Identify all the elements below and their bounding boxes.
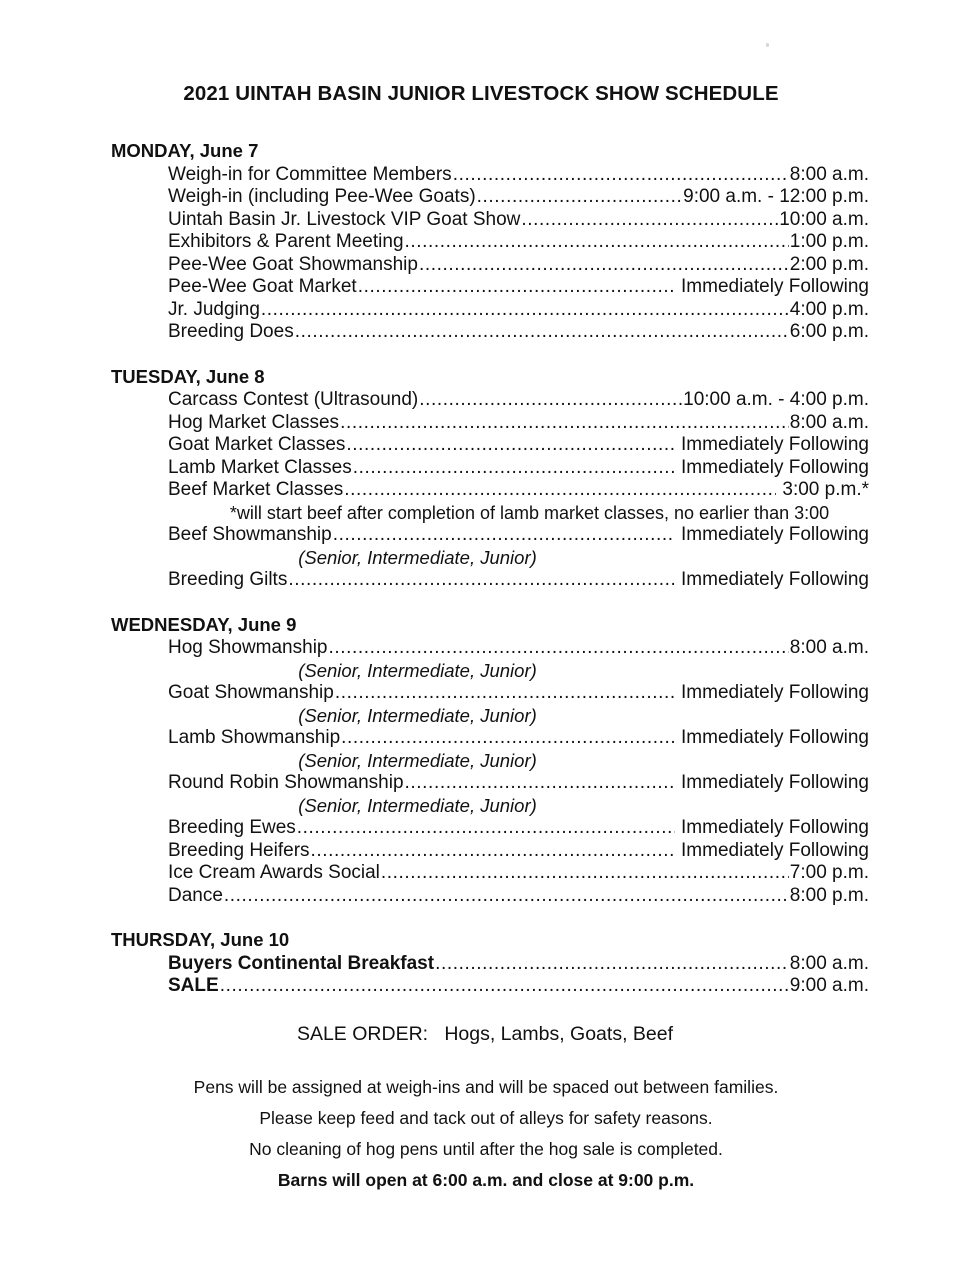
day-entries [168,164,869,344]
scan-artifact-speck [766,43,769,47]
day-block [111,140,869,344]
entry-time: 1:00 p.m. [789,231,869,252]
dot-leader [341,728,675,747]
entry-label: Weigh-in for Committee Members [168,163,452,185]
schedule-entry-row [168,772,869,795]
schedule-entry-row [168,457,869,480]
footer-note-line: Pens will be assigned at weigh-ins and will be spaced out between families. [193,1077,779,1097]
entry-label: SALE [168,975,219,996]
schedule-entry-row [168,186,869,209]
schedule-entry-row [168,389,869,412]
schedule-entry-row [168,276,869,299]
entry-label: Breeding Heifers [168,839,310,861]
day-heading: MONDAY, June 7 [111,140,259,161]
entry-label: Hog Showmanship [168,637,328,658]
page-title: 2021 UINTAH BASIN JUNIOR LIVESTOCK SHOW SCHEDULE [183,82,779,105]
dot-leader [477,187,682,206]
day-block [111,614,869,908]
entry-label: Round Robin Showmanship [168,772,404,793]
schedule-entry-row [168,840,869,863]
schedule-entry-row [168,164,869,187]
entry-label: Breeding Does [168,321,294,342]
entry-label: Lamb Market Classes [168,456,352,478]
entry-time: Immediately Following [681,839,869,861]
entry-time: Immediately Following [681,682,869,703]
entry-subnote: (Senior, Intermediate, Junior) [298,749,537,771]
dot-leader [435,954,789,973]
dot-leader [340,413,789,432]
footer-note-line: Please keep feed and tack out of alleys for safety reasons. [259,1108,713,1128]
entry-footnote: *will start beef after completion of lamb market classes, no earlier than 3:00 [229,502,830,523]
entry-time: 9:00 a.m. [789,975,869,996]
schedule-entry-row [168,254,869,277]
entry-subnote: (Senior, Intermediate, Junior) [298,704,537,726]
entry-time: 8:00 a.m. [789,637,869,658]
schedule-entry-row [168,569,869,592]
schedule-entry-row [168,862,869,885]
dot-leader [405,773,675,792]
entry-label: Carcass Contest (Ultrasound) [168,389,419,410]
schedule-entry-row [168,817,869,840]
day-block [111,366,869,592]
dot-leader [344,480,776,499]
schedule-entry-row [168,479,869,502]
entry-time: Immediately Following [681,817,869,838]
dot-leader [346,435,675,454]
entry-time: 10:00 a.m. - 4:00 p.m. [683,389,869,410]
schedule-body [111,140,869,998]
entry-time: Immediately Following [681,276,869,297]
entry-time: Immediately Following [681,524,869,545]
dot-leader [521,210,778,229]
entry-time: 8:00 p.m. [789,884,869,906]
entry-label: Beef Market Classes [168,479,344,500]
footer-note-line: No cleaning of hog pens until after the hog sale is completed. [249,1139,723,1159]
entry-time: 2:00 p.m. [789,253,869,275]
entry-label: Goat Market Classes [168,434,346,455]
day-heading: THURSDAY, June 10 [111,929,290,950]
day-entries [168,637,869,907]
entry-label: Beef Showmanship [168,524,332,545]
entry-label: Breeding Gilts [168,569,288,590]
entry-label: Hog Market Classes [168,411,340,433]
entry-time: 8:00 a.m. [789,163,869,185]
dot-leader [333,525,675,544]
entry-time: Immediately Following [681,456,869,478]
entry-time: Immediately Following [681,772,869,793]
entry-time: 10:00 a.m. [779,208,869,230]
day-heading: TUESDAY, June 8 [111,365,265,387]
schedule-entry-row [168,975,869,998]
entry-time: 3:00 p.m.* [782,479,869,500]
entry-label: Lamb Showmanship [168,727,341,748]
schedule-entry-row [168,524,869,547]
dot-leader [358,277,675,296]
entry-time: 8:00 a.m. [789,952,869,974]
schedule-entry-row [168,412,869,435]
entry-subnote: (Senior, Intermediate, Junior) [298,546,537,568]
entry-label: Uintah Basin Jr. Livestock VIP Goat Show [168,208,521,230]
entry-time: 8:00 a.m. [789,411,869,433]
dot-leader [335,683,675,702]
day-block [111,929,869,998]
entry-label: Buyers Continental Breakfast [168,952,435,974]
entry-subnote: (Senior, Intermediate, Junior) [298,794,537,816]
dot-leader [311,841,676,860]
entry-label: Breeding Ewes [168,817,296,838]
dot-leader [353,458,675,477]
schedule-entry-row [168,434,869,457]
dot-leader [224,886,789,905]
dot-leader [261,300,789,319]
schedule-entry-row [168,299,869,322]
dot-leader [328,638,788,657]
entry-label: Dance [168,884,223,906]
entry-subnote: (Senior, Intermediate, Junior) [298,659,537,681]
entry-label: Goat Showmanship [168,682,334,703]
schedule-entry-row [168,209,869,232]
schedule-entry-row [168,637,869,660]
schedule-entry-row [168,727,869,750]
entry-time: Immediately Following [681,434,869,455]
dot-leader [297,818,675,837]
entry-label: Pee-Wee Goat Market [168,276,357,297]
schedule-entry-row [168,321,869,344]
dot-leader [220,976,789,995]
entry-time: 9:00 a.m. - 12:00 p.m. [683,186,869,207]
day-entries [168,953,869,998]
dot-leader [419,255,789,274]
dot-leader [419,390,682,409]
entry-label: Ice Cream Awards Social [168,862,380,883]
day-entries [168,389,869,592]
dot-leader [381,863,789,882]
day-heading: WEDNESDAY, June 9 [111,613,297,635]
entry-label: Pee-Wee Goat Showmanship [168,253,418,275]
schedule-entry-row [168,953,869,976]
dot-leader [405,232,789,251]
entry-label: Jr. Judging [168,298,260,320]
entry-time: 4:00 p.m. [789,298,869,320]
entry-label: Weigh-in (including Pee-Wee Goats) [168,186,476,207]
schedule-entry-row [168,682,869,705]
dot-leader [453,165,789,184]
entry-time: 6:00 p.m. [789,321,869,342]
entry-time: Immediately Following [681,727,869,748]
dot-leader [288,570,675,589]
entry-label: Exhibitors & Parent Meeting [168,231,404,252]
entry-time: 7:00 p.m. [789,862,869,883]
dot-leader [295,322,789,341]
footer-notes [0,1072,980,1196]
schedule-entry-row [168,885,869,908]
entry-time: Immediately Following [681,569,869,590]
schedule-entry-row [168,231,869,254]
footer-note-line: Barns will open at 6:00 a.m. and close at 9:00 p.m. [277,1170,695,1190]
sale-order-line: SALE ORDER: Hogs, Lambs, Goats, Beef [296,1023,674,1045]
